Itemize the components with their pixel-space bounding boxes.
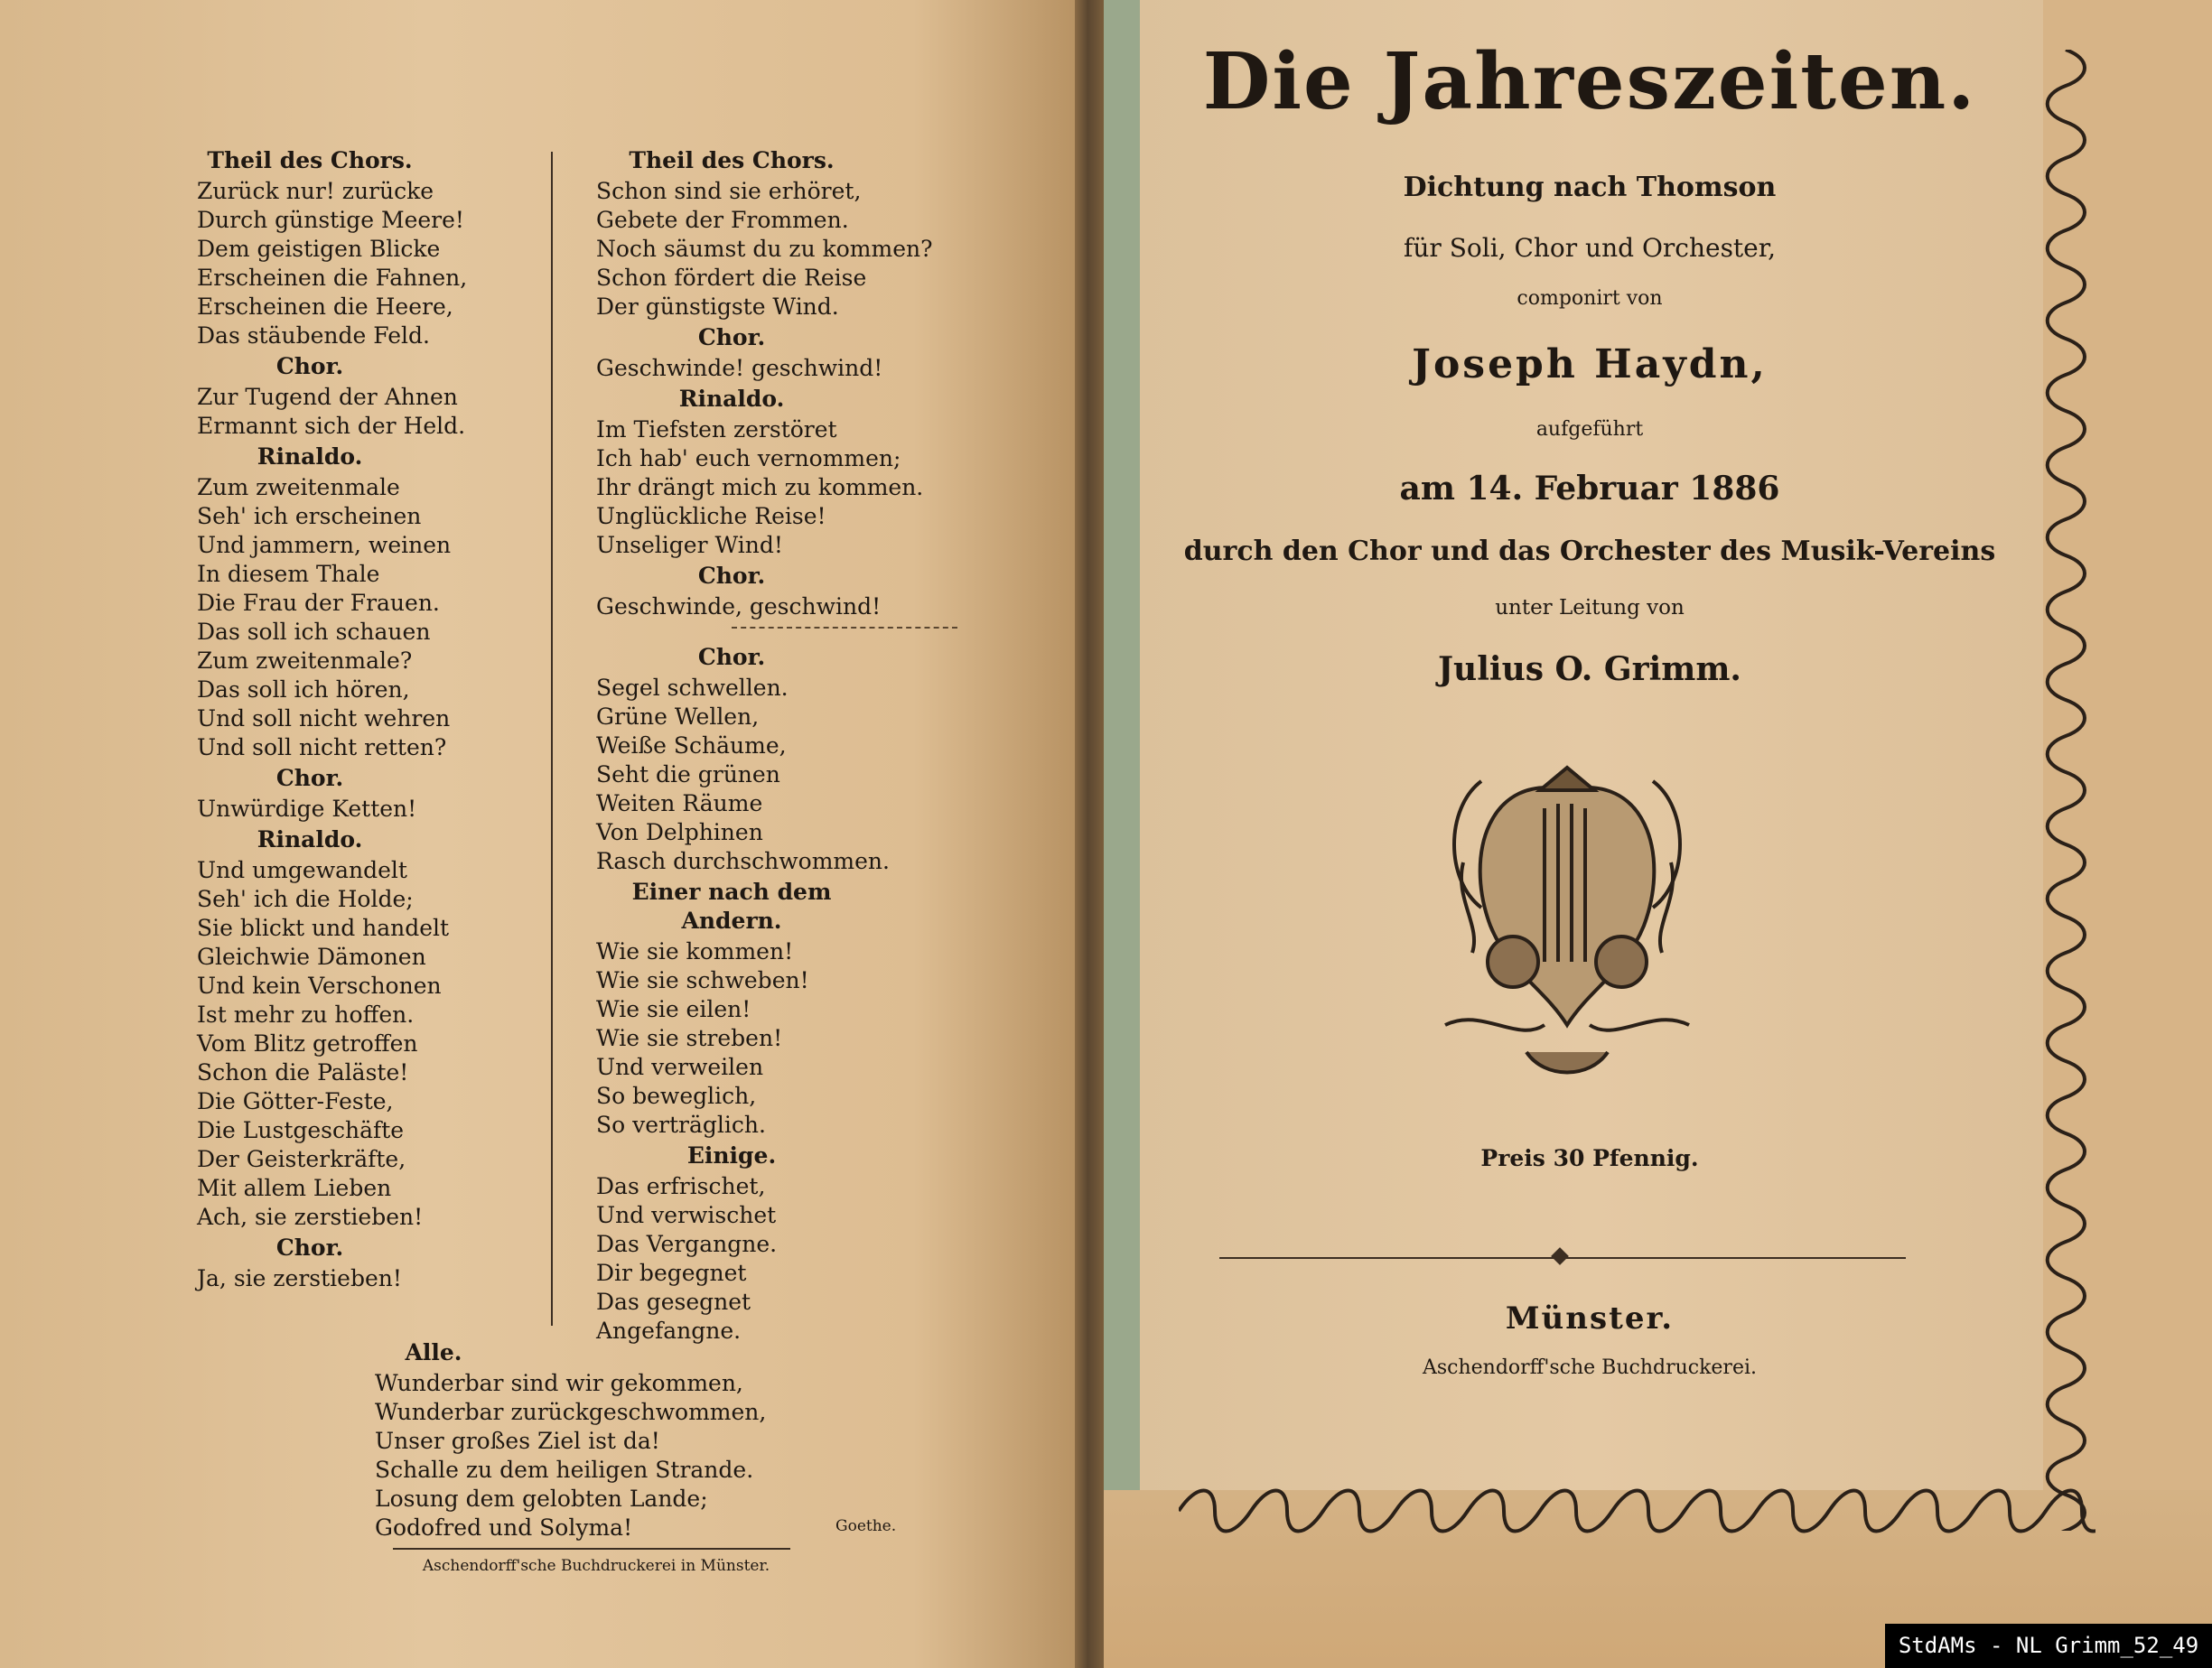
binding-strip bbox=[1104, 0, 1140, 1490]
lyric-line: Ja, sie zerstieben! bbox=[197, 1265, 402, 1291]
lyric-line: Zurück nur! zurücke bbox=[197, 178, 434, 204]
lyric-line: Weiten Räume bbox=[596, 790, 763, 816]
speaker-heading: Theil des Chors. bbox=[629, 147, 835, 173]
lyric-line: Mit allem Lieben bbox=[197, 1175, 392, 1201]
direction-label: unter Leitung von bbox=[1495, 596, 1685, 620]
lyric-line: Und soll nicht retten? bbox=[197, 734, 447, 760]
lyric-line: Und kein Verschonen bbox=[197, 973, 442, 999]
lyric-line: Gebete der Frommen. bbox=[596, 207, 849, 233]
lyric-line: Ich hab' euch vernommen; bbox=[596, 445, 901, 471]
lyric-line: Die Götter-Feste, bbox=[197, 1088, 394, 1114]
lyric-line: Geschwinde, geschwind! bbox=[596, 593, 882, 620]
lyric-line: Dir begegnet bbox=[596, 1260, 747, 1286]
lyric-line: Das soll ich schauen bbox=[197, 619, 431, 645]
speaker-heading: Einige. bbox=[686, 1142, 777, 1169]
lyric-line: Seh' ich die Holde; bbox=[197, 886, 414, 912]
speaker-heading: Einer nach dem Andern. bbox=[631, 879, 832, 934]
lyric-line: In diesem Thale bbox=[197, 561, 380, 587]
speaker-heading: Chor. bbox=[275, 353, 344, 379]
lyric-line: Die Frau der Frauen. bbox=[197, 590, 440, 616]
section-rule bbox=[732, 627, 957, 639]
speaker-heading: Chor. bbox=[275, 765, 344, 791]
lyric-line: Vom Blitz getroffen bbox=[197, 1030, 418, 1057]
lyric-line: Seh' ich erscheinen bbox=[197, 503, 422, 529]
speaker-heading: Chor. bbox=[697, 644, 766, 670]
speaker-heading: Rinaldo. bbox=[678, 386, 785, 412]
lyric-line: Ist mehr zu hoffen. bbox=[197, 1002, 415, 1028]
lyric-line: Gleichwie Dämonen bbox=[197, 944, 426, 970]
lyric-line: Wie sie eilen! bbox=[596, 996, 751, 1022]
lyric-line: Zum zweitenmale bbox=[197, 474, 400, 500]
imprint-rule bbox=[393, 1548, 790, 1550]
lyric-line: Erscheinen die Heere, bbox=[197, 294, 453, 320]
lyric-line: Und verwischet bbox=[596, 1202, 777, 1228]
lyric-line: Sie blickt und handelt bbox=[197, 915, 450, 941]
lyric-line: Ermannt sich der Held. bbox=[197, 413, 466, 439]
lyric-line: Die Lustgeschäfte bbox=[197, 1117, 405, 1143]
lyrics-column-right bbox=[596, 144, 957, 1346]
book-spine bbox=[1075, 0, 1104, 1668]
lyric-line: Unwürdige Ketten! bbox=[197, 796, 417, 822]
lyric-line: Ihr drängt mich zu kommen. bbox=[596, 474, 924, 500]
lyric-line: Das soll ich hören, bbox=[197, 676, 410, 703]
page-title: Die Jahreszeiten. bbox=[1202, 36, 1977, 127]
lyric-line: Angefangne. bbox=[596, 1318, 742, 1344]
title-page bbox=[1140, 0, 2043, 1490]
lyric-line: Schon fördert die Reise bbox=[596, 265, 867, 291]
author-credit: Goethe. bbox=[835, 1517, 897, 1535]
lyric-line: Wunderbar zurückgeschwommen, bbox=[375, 1399, 767, 1425]
lyric-line: Und verweilen bbox=[596, 1054, 764, 1080]
lyre-ornament-icon bbox=[1427, 754, 1707, 1097]
lyric-line: Grüne Wellen, bbox=[596, 704, 760, 730]
lyric-line: Segel schwellen. bbox=[596, 675, 789, 701]
city: Münster. bbox=[1505, 1300, 1675, 1337]
speaker-heading: Chor. bbox=[697, 324, 766, 350]
composer-name: Joseph Haydn, bbox=[1412, 341, 1768, 387]
performers: durch den Chor und das Orchester des Musik-Vereins bbox=[1183, 536, 1996, 567]
lyric-line: Und jammern, weinen bbox=[197, 532, 452, 558]
final-chorus-heading: Alle. bbox=[405, 1339, 462, 1365]
lyric-line: Das erfrischet, bbox=[596, 1173, 766, 1199]
lyric-line: Losung dem gelobten Lande; bbox=[375, 1486, 708, 1512]
conductor-name: Julius O. Grimm. bbox=[1438, 650, 1741, 688]
lyric-line: Zum zweitenmale? bbox=[197, 648, 413, 674]
archive-label: StdAMs - NL Grimm_52_49 bbox=[1885, 1624, 2212, 1668]
speaker-heading: Theil des Chors. bbox=[207, 147, 413, 173]
lyric-line: Durch günstige Meere! bbox=[197, 207, 464, 233]
lyric-line: Von Delphinen bbox=[596, 819, 763, 845]
printer: Aschendorff'sche Buchdruckerei. bbox=[1422, 1356, 1757, 1379]
composed-by: componirt von bbox=[1517, 287, 1663, 310]
lyric-line: Unser großes Ziel ist da! bbox=[375, 1428, 660, 1454]
lyric-line: Im Tiefsten zerstöret bbox=[596, 416, 837, 443]
lyric-line: So beweglich, bbox=[596, 1083, 757, 1109]
lyric-line: Unseliger Wind! bbox=[596, 532, 783, 558]
lyric-line: Erscheinen die Fahnen, bbox=[197, 265, 468, 291]
lyric-line: Rasch durchschwommen. bbox=[596, 848, 890, 874]
lyric-line: Wie sie kommen! bbox=[596, 938, 794, 964]
speaker-heading: Rinaldo. bbox=[257, 826, 363, 853]
lyric-line: Der Geisterkräfte, bbox=[197, 1146, 406, 1172]
lyric-line: Geschwinde! geschwind! bbox=[596, 355, 883, 381]
lyric-line: So verträglich. bbox=[596, 1112, 766, 1138]
lyric-line: Schon die Paläste! bbox=[197, 1059, 409, 1086]
lyric-line: Unglückliche Reise! bbox=[596, 503, 826, 529]
final-chorus bbox=[375, 1337, 881, 1542]
lyric-line: Schalle zu dem heiligen Strande. bbox=[375, 1457, 754, 1483]
performed-label: aufgeführt bbox=[1535, 418, 1644, 441]
lyric-line: Wie sie schweben! bbox=[596, 967, 809, 993]
lyric-line: Dem geistigen Blicke bbox=[197, 236, 441, 262]
column-divider bbox=[551, 152, 553, 1326]
performance-date: am 14. Februar 1886 bbox=[1399, 470, 1780, 508]
lyric-line: Das stäubende Feld. bbox=[197, 322, 430, 349]
speaker-heading: Rinaldo. bbox=[257, 443, 363, 470]
lyric-line: Und umgewandelt bbox=[197, 857, 407, 883]
lyric-line: Schon sind sie erhöret, bbox=[596, 178, 862, 204]
speaker-heading: Chor. bbox=[275, 1235, 344, 1261]
lyric-line: Weiße Schäume, bbox=[596, 732, 787, 759]
lyric-line: Ach, sie zerstieben! bbox=[197, 1204, 424, 1230]
lyric-line: Der günstigste Wind. bbox=[596, 294, 839, 320]
lyric-line: Noch säumst du zu kommen? bbox=[596, 236, 933, 262]
lyric-line: Zur Tugend der Ahnen bbox=[197, 384, 458, 410]
lyric-line: Das Vergangne. bbox=[596, 1231, 778, 1257]
price: Preis 30 Pfennig. bbox=[1480, 1145, 1699, 1171]
lyric-line: Godofred und Solyma! bbox=[375, 1514, 633, 1541]
lyric-line: Und soll nicht wehren bbox=[197, 705, 451, 731]
lyric-line: Seht die grünen bbox=[596, 761, 780, 787]
lyric-line: Wie sie streben! bbox=[596, 1025, 783, 1051]
speaker-heading: Chor. bbox=[697, 563, 766, 589]
ribbon-border-right-icon bbox=[2037, 50, 2095, 1531]
subtitle: Dichtung nach Thomson bbox=[1403, 172, 1777, 203]
ribbon-border-bottom-icon bbox=[1179, 1479, 2095, 1542]
lyric-line: Wunderbar sind wir gekommen, bbox=[375, 1370, 743, 1396]
lyric-line: Das gesegnet bbox=[596, 1289, 751, 1315]
lyrics-column-left bbox=[197, 144, 558, 1293]
imprint-left: Aschendorff'sche Buchdruckerei in Münster. bbox=[422, 1557, 770, 1575]
scoring: für Soli, Chor und Orchester, bbox=[1404, 233, 1776, 263]
